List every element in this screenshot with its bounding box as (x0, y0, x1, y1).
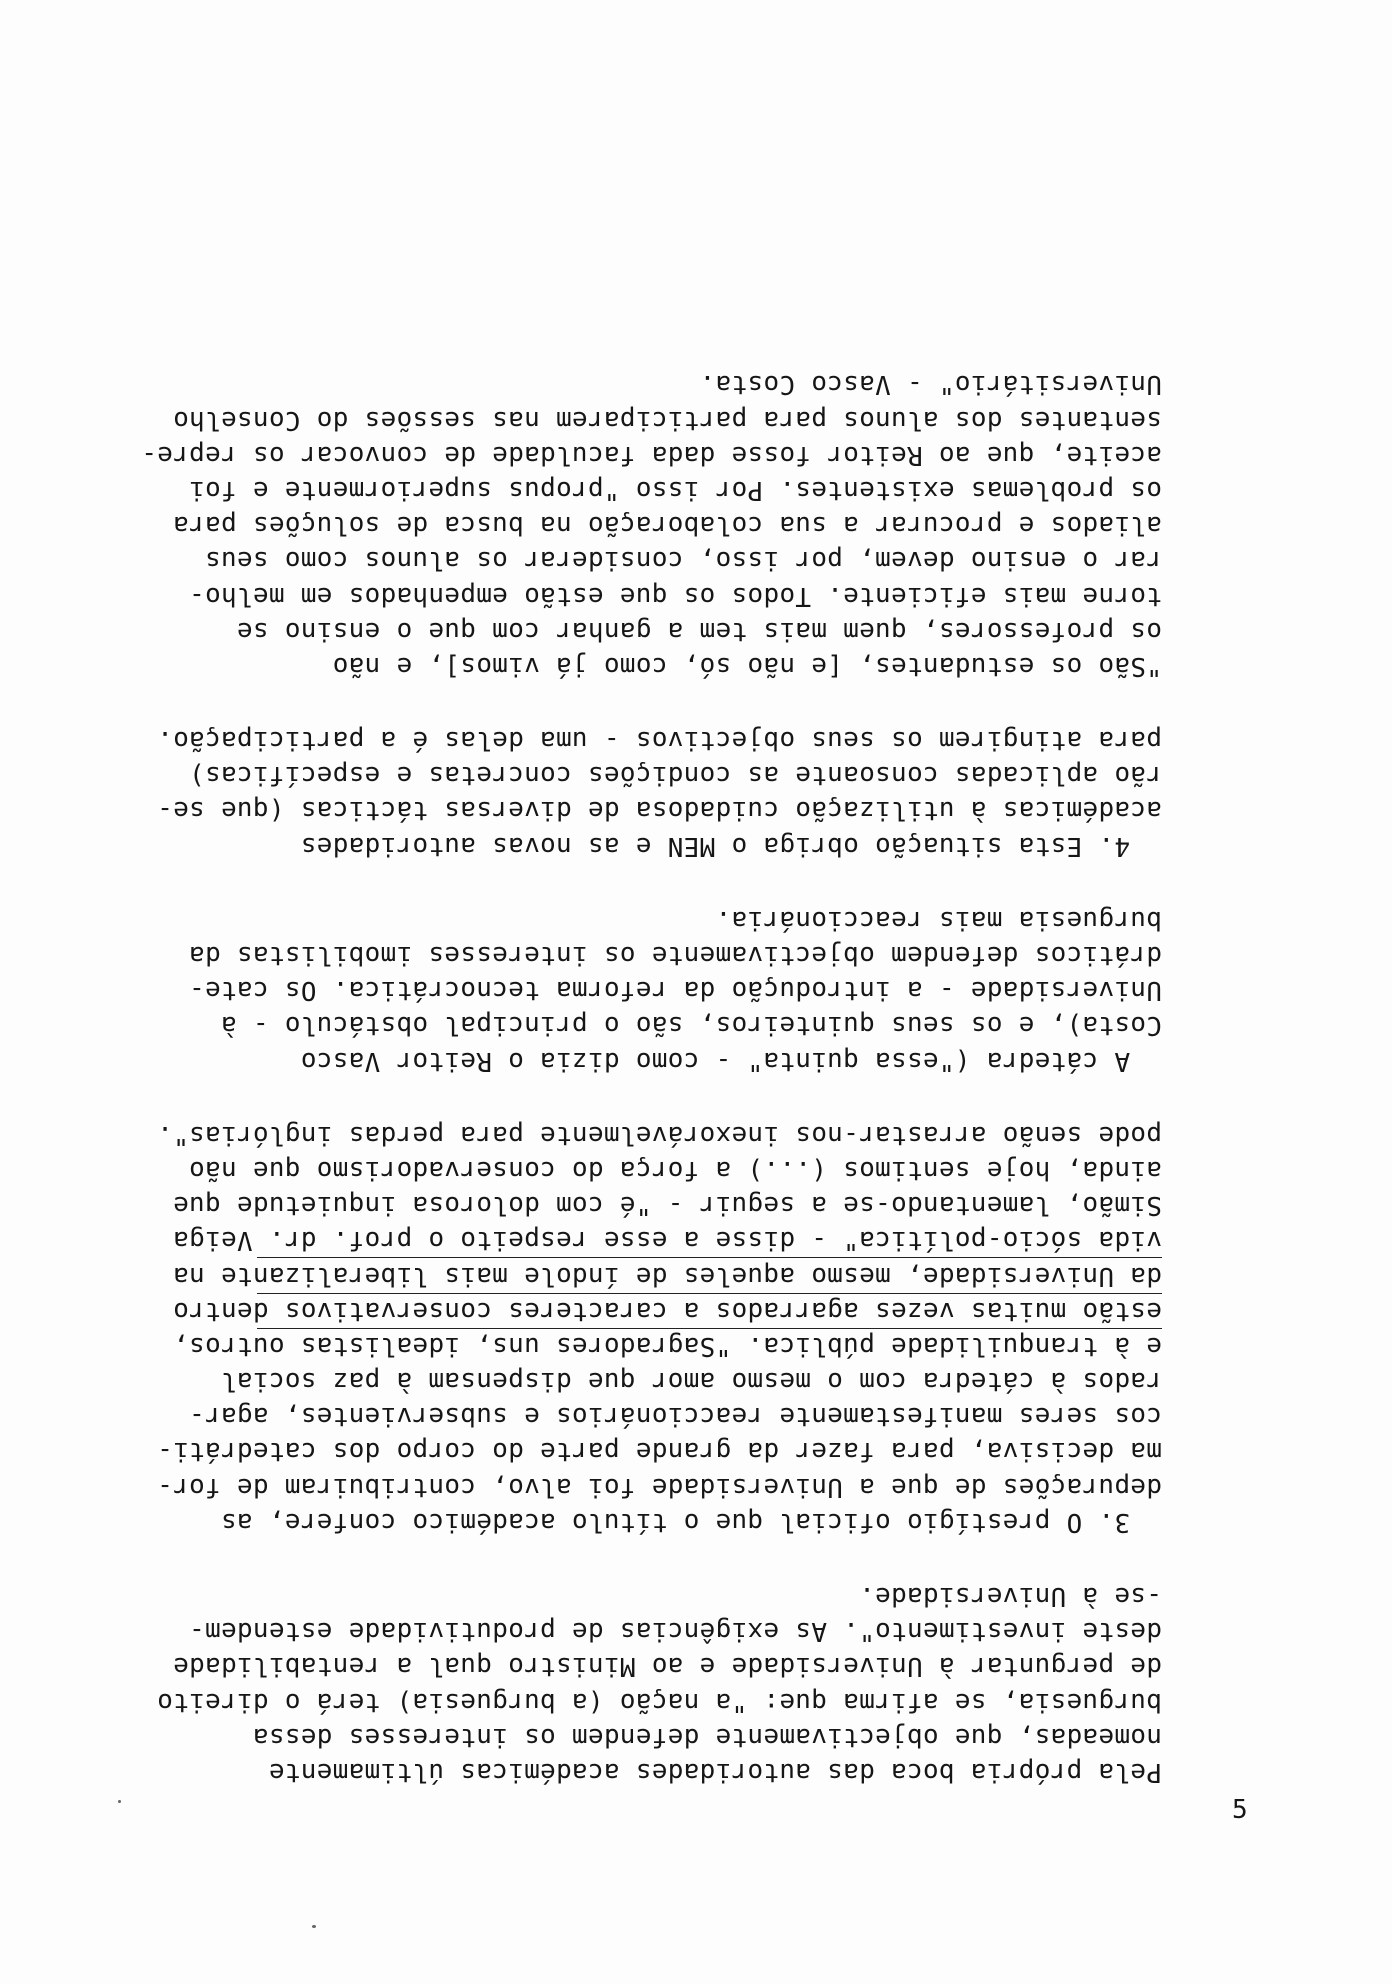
text-line: Universidade - a introdução da reforma tecnocrática. Os cate- (188, 975, 1162, 1006)
text-line: e à tranquilidade pública. "Sagradores uns, idealistas outros, (172, 1330, 1162, 1361)
text-line: aliados e procurar a sua colaboração na busca de soluções para (172, 510, 1162, 541)
text-line: 4. Esta situação obriga o MEN e as novas autoridades (300, 830, 1162, 861)
text-line: burguesia, se afirma que: "a nação (a burguesia) terá o direito (156, 1686, 1162, 1717)
text-line: rar o ensino devem, por isso, considerar os alunos como seus (204, 545, 1162, 576)
text-line: os professores, quem mais tem a ganhar com que o ensino se (236, 615, 1162, 646)
paragraph-2 (156, 1117, 1162, 1539)
text-line: burguesia mais reaccionária. (715, 904, 1162, 935)
text-line: Universitário" - Vasco Costa. (699, 369, 1162, 400)
text-line: da Universidade, mesmo aqueles de índole mais liberalizante na (172, 1260, 1162, 1291)
paragraph-1 (156, 1578, 1162, 1789)
text-line: dráticos defendem objectivamente os interesses imobilistas da (188, 940, 1162, 971)
paragraph-gap (247, 1539, 1162, 1578)
text-line: Simão, lamentando-se a seguir - "é com dolorosa inquietude que (172, 1190, 1162, 1221)
text-line: Costa), e os seus quinteiros, são o principal obstáculo - à (220, 1010, 1162, 1041)
text-line: A cátedra ("essa quinta" - como dizia o Reitor Vasco (300, 1045, 1162, 1076)
paragraph-gap (247, 683, 1162, 722)
text-line: académicas à utilização cuidadosa de diversas tácticas (que se- (156, 795, 1162, 826)
text-line: nomeadas, que objectivamente defendem os interesses dessa (252, 1721, 1162, 1752)
body-text (140, 366, 1162, 1789)
text-line: torne mais eficiente. Todos os que estão empenhados em melho- (188, 580, 1162, 611)
text-line: Pela própria boca das autoridades académicas últimamente (268, 1757, 1162, 1787)
text-line: de perguntar à Universidade e ao Ministro qual a rentabilidade (172, 1651, 1162, 1682)
text-line: vida sócio-política" - disse a esse respeito o prof. dr. Veiga (172, 1225, 1162, 1256)
page-number: 5 (1232, 1795, 1248, 1825)
scan-speck (312, 1925, 316, 1928)
text-line: "São os estudantes, [e não só, como já vimos], e não (332, 650, 1162, 681)
text-line: para atingirem os seus objectivos - uma delas é a participação. (156, 725, 1162, 756)
text-line: depurações de que a Universidade foi alvo, contribuiram de for- (156, 1471, 1162, 1502)
text-line: rados à cátedra com o mesmo amor que dispensam à paz social (220, 1366, 1162, 1397)
text-line: sentantes dos alunos para participarem nas sessões do Conselho (172, 404, 1162, 435)
text-line: ma decisiva, para fazer da grande parte do corpo dos catedráti- (156, 1436, 1162, 1467)
text-line: cos seres manifestamente reaccionários e subservientes, agar- (188, 1401, 1162, 1432)
text-line: aceite, que ao Reitor fosse dada faculdade de convocar os repre- (140, 439, 1162, 470)
paragraph-3 (188, 902, 1162, 1078)
text-line: 3. O prestígio oficial que o título académico confere, as (220, 1506, 1162, 1537)
paragraph-5 (140, 366, 1162, 683)
text-line: -se à Universidade. (858, 1581, 1162, 1612)
text-line: pode senão arrastar-nos inexorávelmente para perdas inglórias". (156, 1119, 1162, 1150)
scan-speck (118, 1800, 121, 1803)
text-line: deste investimento". As exigências de produtividade estendem- (188, 1616, 1162, 1647)
paragraph-gap (247, 1078, 1162, 1117)
paragraph-4 (156, 722, 1162, 863)
text-line: rão aplicadas consoante as condições concretas e específicas) (188, 760, 1162, 791)
text-line: ainda, hoje sentimos (...) a força do conservadorismo que não (188, 1155, 1162, 1185)
paragraph-gap (247, 863, 1162, 902)
text-line: os problemas existentes. Por isso "propus superiormente e foi (188, 475, 1162, 505)
text-line: estão muitas vezes agarrados a caracteres conservativos dentro (172, 1295, 1162, 1326)
